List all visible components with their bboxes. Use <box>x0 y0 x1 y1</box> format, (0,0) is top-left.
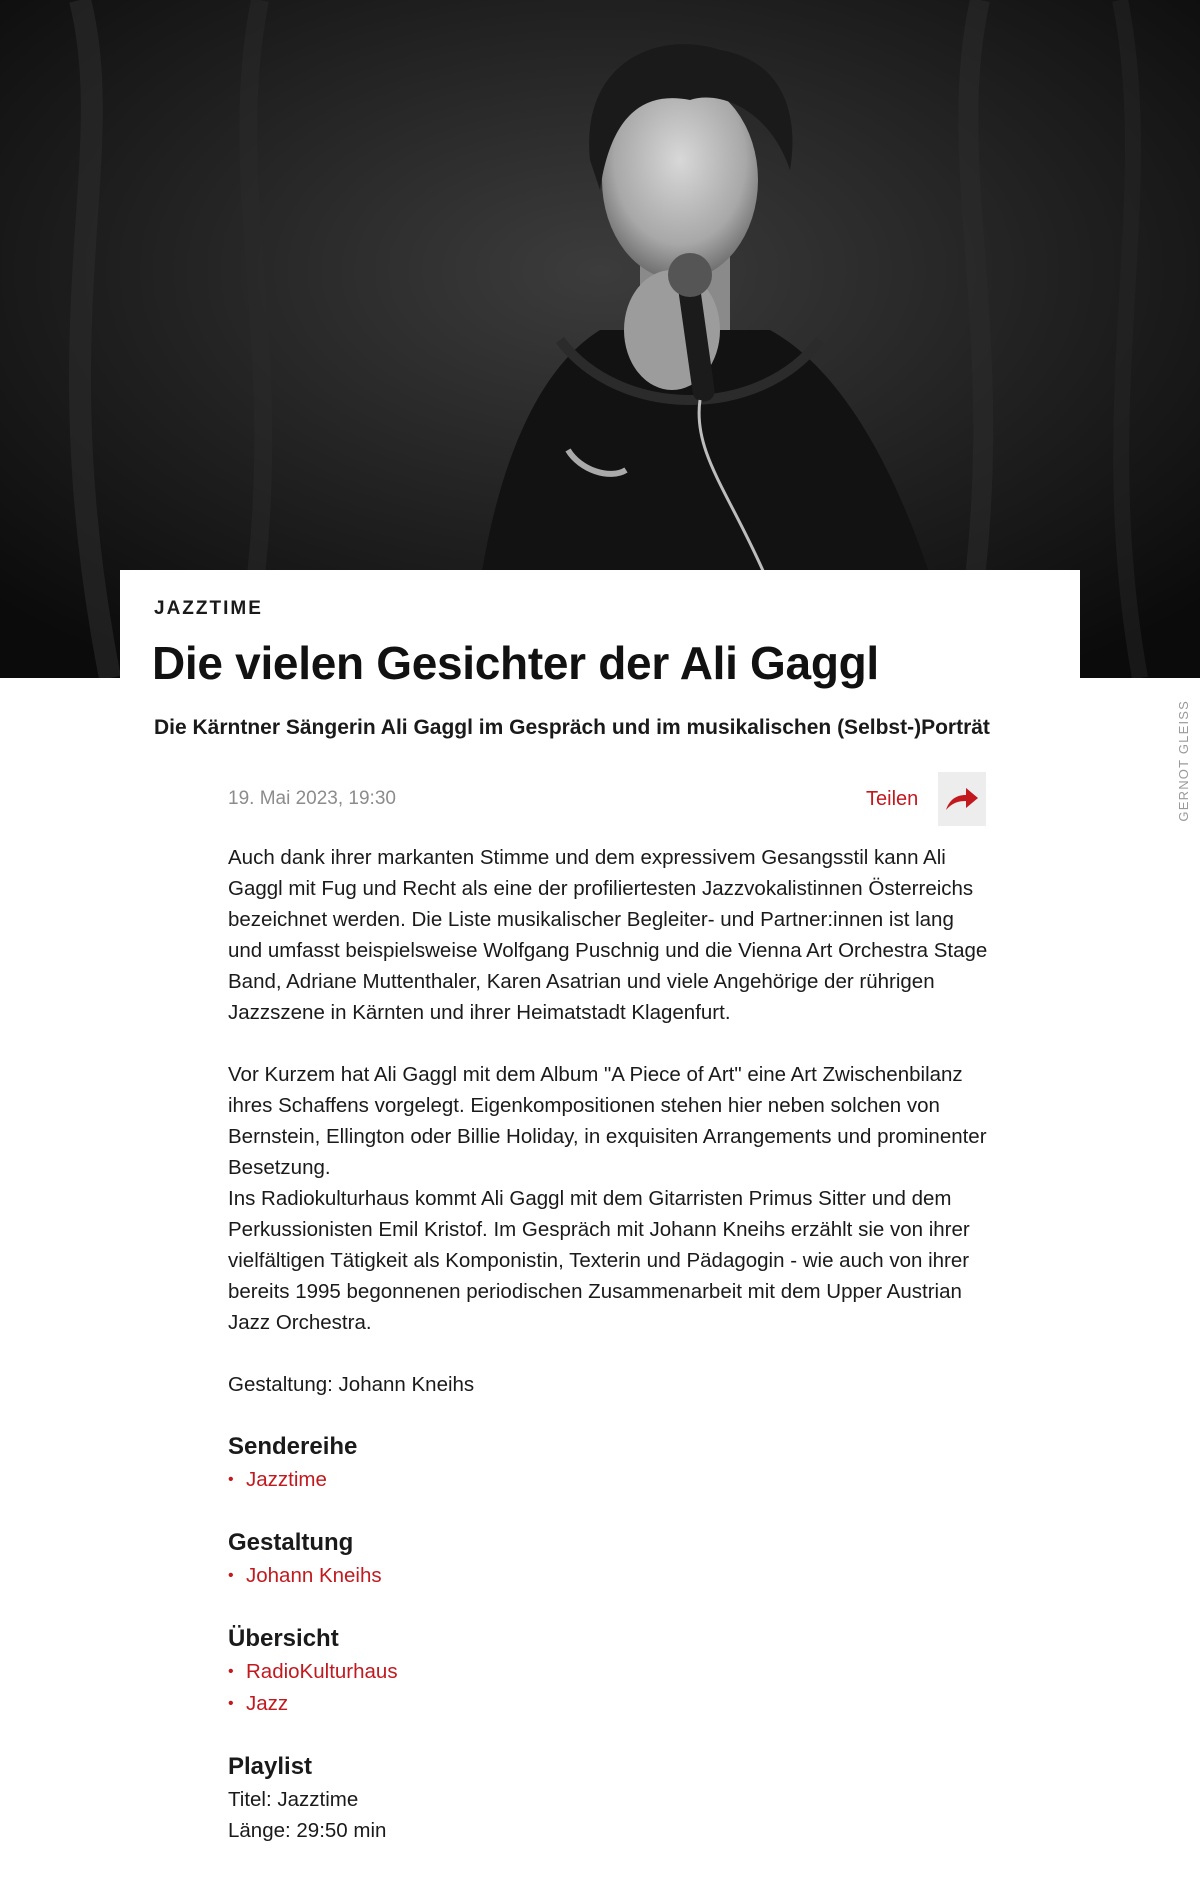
photo-credit: GERNOT GLEISS <box>1176 700 1191 822</box>
link-jazztime[interactable]: Jazztime <box>246 1468 327 1491</box>
article-body <box>228 842 988 1846</box>
section-playlist <box>228 1750 988 1846</box>
link-johann-kneihs[interactable]: Johann Kneihs <box>246 1564 382 1587</box>
list-item <box>228 1688 988 1720</box>
section-sendereihe <box>228 1430 988 1496</box>
section-heading-playlist: Playlist <box>228 1753 313 1780</box>
broadcast-date: 19. Mai 2023, 19:30 <box>228 788 396 809</box>
list-item <box>228 1656 988 1688</box>
share-arrow-icon <box>938 772 986 826</box>
page-title: Die vielen Gesichter der Ali Gaggl <box>152 637 879 689</box>
paragraph-credits: Gestaltung: Johann Kneihs <box>228 1373 475 1396</box>
paragraph-intro: Auch dank ihrer markanten Stimme und dem expressivem Gesangsstil kann Ali Gaggl mit Fug und Recht als eine der profiliertesten Jazzvokalistinnen Österreichs bezeichnet werden. Die Liste musikalischer Begleiter- und Partner:innen ist lang und umfasst beispielsweise Wolfgang Puschnig und die Vienna Art Orchestra Stage Band, Adriane Muttenthaler, Karen Asatrian und viele Angehörige der rührigen Jazzszene in Kärnten und ihrer Heimatstadt Klagenfurt. <box>228 846 988 1024</box>
share-label: Teilen <box>866 787 919 810</box>
section-heading-gestaltung: Gestaltung <box>228 1529 354 1556</box>
paragraph-album: Vor Kurzem hat Ali Gaggl mit dem Album "A Piece of Art" eine Art Zwischenbilanz ihres Schaffens vorgelegt. Eigenkompositionen stehen hier neben solchen von Bernstein, Ellington oder Billie Holiday, in exquisiten Arrangements und prominenter Besetzung. <box>228 1063 987 1179</box>
share-button[interactable] <box>866 772 986 826</box>
section-gestaltung <box>228 1526 988 1592</box>
list-item <box>228 1560 988 1592</box>
link-radiokulturhaus[interactable]: RadioKulturhaus <box>246 1660 398 1683</box>
section-heading-uebersicht: Übersicht <box>228 1625 339 1652</box>
section-uebersicht <box>228 1622 988 1720</box>
paragraph-concert: Ins Radiokulturhaus kommt Ali Gaggl mit dem Gitarristen Primus Sitter und dem Perkussionisten Emil Kristof. Im Gespräch mit Johann Kneihs erzählt sie von ihrer vielfältigen Tätigkeit als Komponistin, Texterin und Pädagogin - wie auch von ihrer bereits 1995 begonnenen periodischen Zusammenarbeit mit dem Upper Austrian Jazz Orchestra. <box>228 1187 970 1334</box>
section-heading-sendereihe: Sendereihe <box>228 1433 358 1460</box>
playlist-length: Länge: 29:50 min <box>228 1819 387 1842</box>
page-subtitle: Die Kärntner Sängerin Ali Gaggl im Gespräch und im musikalischen (Selbst-)Porträt <box>154 716 990 739</box>
list-item <box>228 1464 988 1496</box>
link-jazz[interactable]: Jazz <box>246 1692 289 1715</box>
category-kicker: JAZZTIME <box>154 598 263 619</box>
playlist-title: Titel: Jazztime <box>228 1788 359 1811</box>
